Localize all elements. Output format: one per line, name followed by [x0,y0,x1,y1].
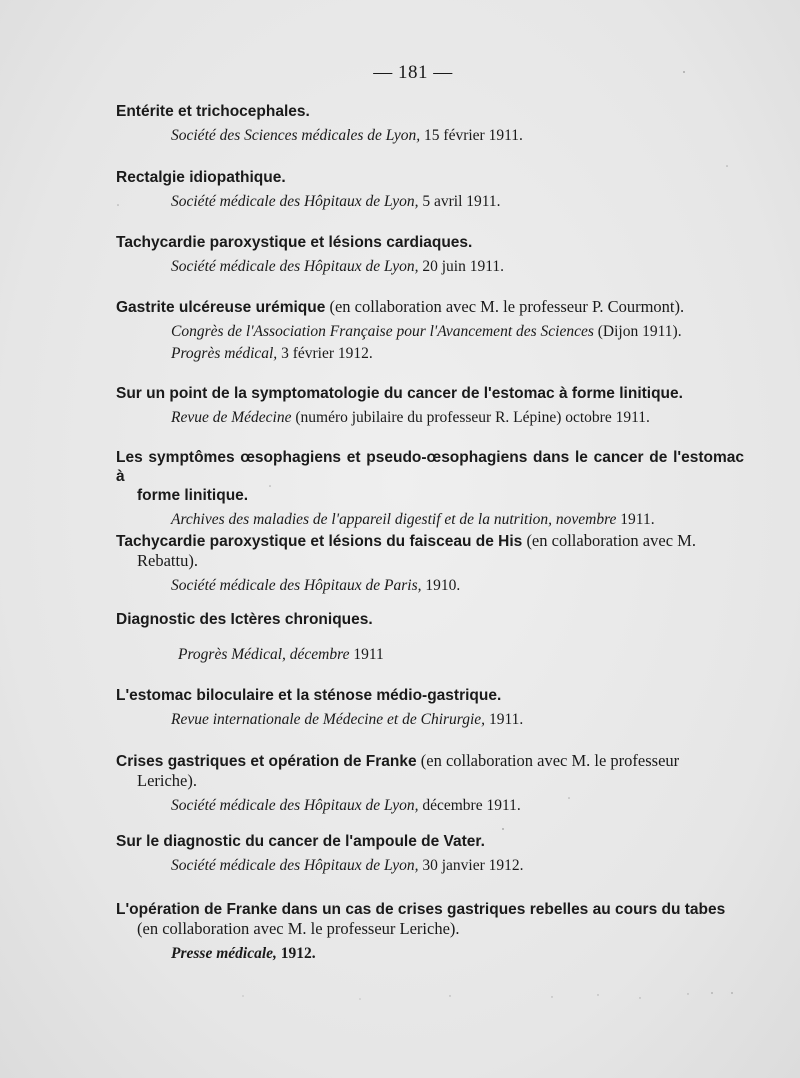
bibliography-entry [116,384,744,427]
reference-date: 30 janvier 1912. [418,857,524,874]
entry-title [116,531,744,551]
entry-title-text: Gastrite ulcéreuse urémique [116,299,326,316]
bibliography-entry [116,448,744,529]
bibliography-entry [116,297,744,363]
reference-date: 1911 [349,646,384,663]
reference-source: Presse médicale, [171,945,277,962]
entry-title: L'estomac biloculaire et la sténose médio-gastrique. [116,687,502,704]
entry-title-continuation [116,551,744,571]
entry-reference [116,322,744,341]
entry-collaboration-continued: (en collaboration avec M. le professeur Leriche). [137,919,460,938]
reference-date: (numéro jubilaire du professeur R. Lépine) octobre 1911. [291,409,650,426]
reference-source: Revue de Médecine [171,409,292,426]
entry-collaboration: (en collaboration avec M. le professeur P. Courmont). [325,297,685,316]
reference-source: Congrès de l'Association Française pour l'Avancement des Sciences [171,323,594,340]
bibliography-entry [116,686,744,729]
entry-reference [116,344,744,363]
bibliography-entry [116,102,744,145]
entry-reference [116,710,744,729]
reference-source: Société médicale des Hôpitaux de Lyon, [171,797,419,814]
entry-title: Tachycardie paroxystique et lésions cardiaques. [116,234,473,251]
entry-title-continuation [116,919,744,939]
reference-date: 5 avril 1911. [418,193,501,210]
entry-title: Entérite et trichocephales. [116,103,310,120]
bibliography-entry [116,233,744,276]
entry-reference [116,192,744,211]
entry-reference [116,645,744,664]
entry-reference [116,257,744,276]
entry-collaboration-continued: Leriche). [137,771,197,790]
reference-source: Société des Sciences médicales de Lyon, [171,127,421,144]
entry-title [116,297,744,317]
reference-source: Société médicale des Hôpitaux de Paris, [171,577,422,594]
bibliography-entry [116,751,744,815]
entry-title-continuation [116,771,744,791]
page-number: — 181 — [373,62,453,83]
reference-date: 3 février 1912. [277,345,373,362]
reference-date: (Dijon 1911). [593,323,682,340]
entry-title [116,751,744,771]
reference-date: décembre 1911. [418,797,521,814]
entry-reference [116,126,744,145]
reference-date: 20 juin 1911. [418,258,505,275]
entry-title-text: Crises gastriques et opération de Franke [116,753,417,770]
entry-title-text: Tachycardie paroxystique et lésions du faisceau de His [116,533,523,550]
entry-title: L'opération de Franke dans un cas de crises gastriques rebelles au cours du tabes [116,901,726,918]
entry-title: Rectalgie idiopathique. [116,169,286,186]
entry-collaboration: (en collaboration avec M. [522,531,696,550]
entry-reference [116,408,744,427]
entry-reference [116,856,744,875]
entry-title-continuation: forme linitique. [137,487,249,504]
entry-title: Les symptômes œsophagiens et pseudo-œsophagiens dans le cancer de l'estomac à [116,449,744,485]
reference-source: Archives des maladies de l'appareil digestif et de la nutrition, novembre [171,511,617,528]
bibliography-entry [116,531,744,595]
reference-source: Société médicale des Hôpitaux de Lyon, [171,193,419,210]
reference-date: 1910. [421,577,461,594]
reference-source: Revue internationale de Médecine et de Chirurgie, [171,711,486,728]
entry-title: Sur un point de la symptomatologie du cancer de l'estomac à forme linitique. [116,385,683,402]
bibliography-entry [116,900,744,963]
entry-collaboration: (en collaboration avec M. le professeur [416,751,680,770]
entry-reference [116,576,744,595]
reference-source: Société médicale des Hôpitaux de Lyon, [171,857,419,874]
entry-reference [116,944,744,963]
entry-collaboration-continued: Rebattu). [137,551,198,570]
reference-source: Progrès Médical, décembre [178,646,350,663]
reference-source: Progrès médical, [171,345,278,362]
entry-title: Diagnostic des Ictères chroniques. [116,611,373,628]
bibliography-entry [116,168,744,211]
entry-reference [116,796,744,815]
reference-date: 1911. [485,711,524,728]
entry-title: Sur le diagnostic du cancer de l'ampoule de Vater. [116,833,485,850]
reference-date: 1912. [276,945,316,962]
bibliography-entry [116,832,744,875]
entry-reference [116,510,744,529]
reference-source: Société médicale des Hôpitaux de Lyon, [171,258,419,275]
reference-date: 15 février 1911. [420,127,523,144]
bibliography-entry [116,610,744,664]
reference-date: 1911. [616,511,655,528]
